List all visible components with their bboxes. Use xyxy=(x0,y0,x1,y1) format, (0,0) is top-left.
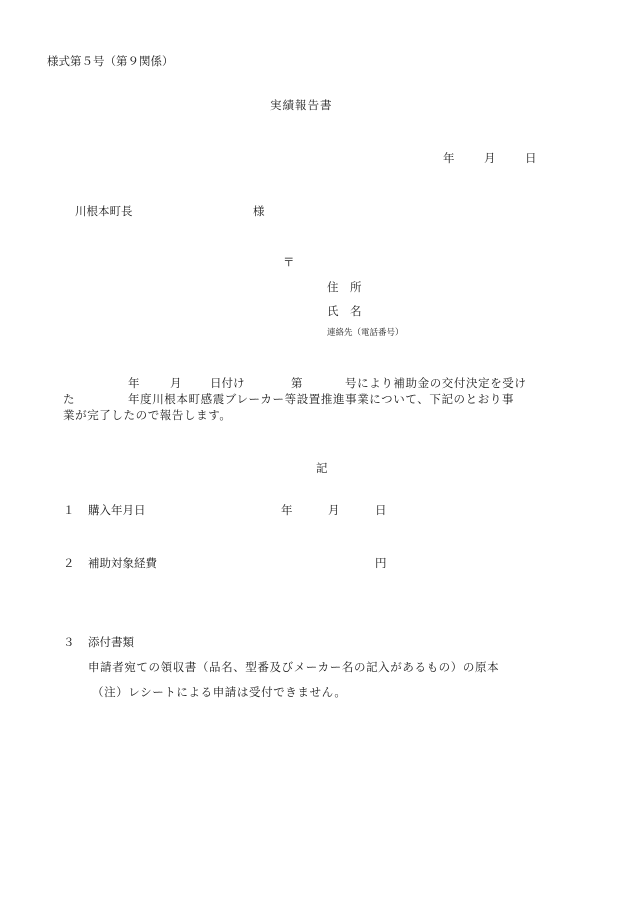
addressee-name: 川根本町長 xyxy=(75,204,133,218)
date-year-label: 年 xyxy=(443,151,455,165)
form-number: 様式第５号（第９関係） xyxy=(47,54,174,68)
body-line1-text: 号により補助金の交付決定を受け xyxy=(345,376,527,390)
item1-label: 購入年月日 xyxy=(88,503,146,517)
item2-label: 補助対象経費 xyxy=(88,556,157,570)
address-label: 住 所 xyxy=(327,280,362,294)
contact-label: 連絡先（電話番号） xyxy=(327,328,404,338)
body-dated-label: 日付け xyxy=(210,376,245,390)
postal-mark: 〒 xyxy=(283,255,295,269)
item3-number: ３ xyxy=(63,635,75,649)
item3-note: （注）レシートによる申請は受付できません。 xyxy=(92,685,347,699)
body-line3-text: 業が完了したので報告します。 xyxy=(63,408,232,422)
item3-detail: 申請者宛ての領収書（品名、型番及びメーカー名の記入があるもの）の原本 xyxy=(88,660,500,674)
body-month-label: 月 xyxy=(170,376,182,390)
item1-number: １ xyxy=(63,503,75,517)
date-day-label: 日 xyxy=(525,151,537,165)
document-title: 実績報告書 xyxy=(270,98,333,112)
item2-number: ２ xyxy=(63,556,75,570)
body-line2-text: 年度川根本町感震ブレーカー等設置推進事業について、下記のとおり事 xyxy=(128,392,515,406)
body-number-prefix: 第 xyxy=(291,376,303,390)
name-label: 氏 名 xyxy=(327,304,362,318)
addressee-honorific: 様 xyxy=(253,204,265,218)
body-line2-ta: た xyxy=(63,392,75,406)
date-month-label: 月 xyxy=(484,151,496,165)
item1-year-label: 年 xyxy=(281,503,293,517)
item3-label: 添付書類 xyxy=(88,635,134,649)
item1-day-label: 日 xyxy=(375,503,387,517)
item2-unit: 円 xyxy=(375,556,387,570)
ki-heading: 記 xyxy=(316,461,328,475)
item1-month-label: 月 xyxy=(328,503,340,517)
body-year-label: 年 xyxy=(128,376,140,390)
